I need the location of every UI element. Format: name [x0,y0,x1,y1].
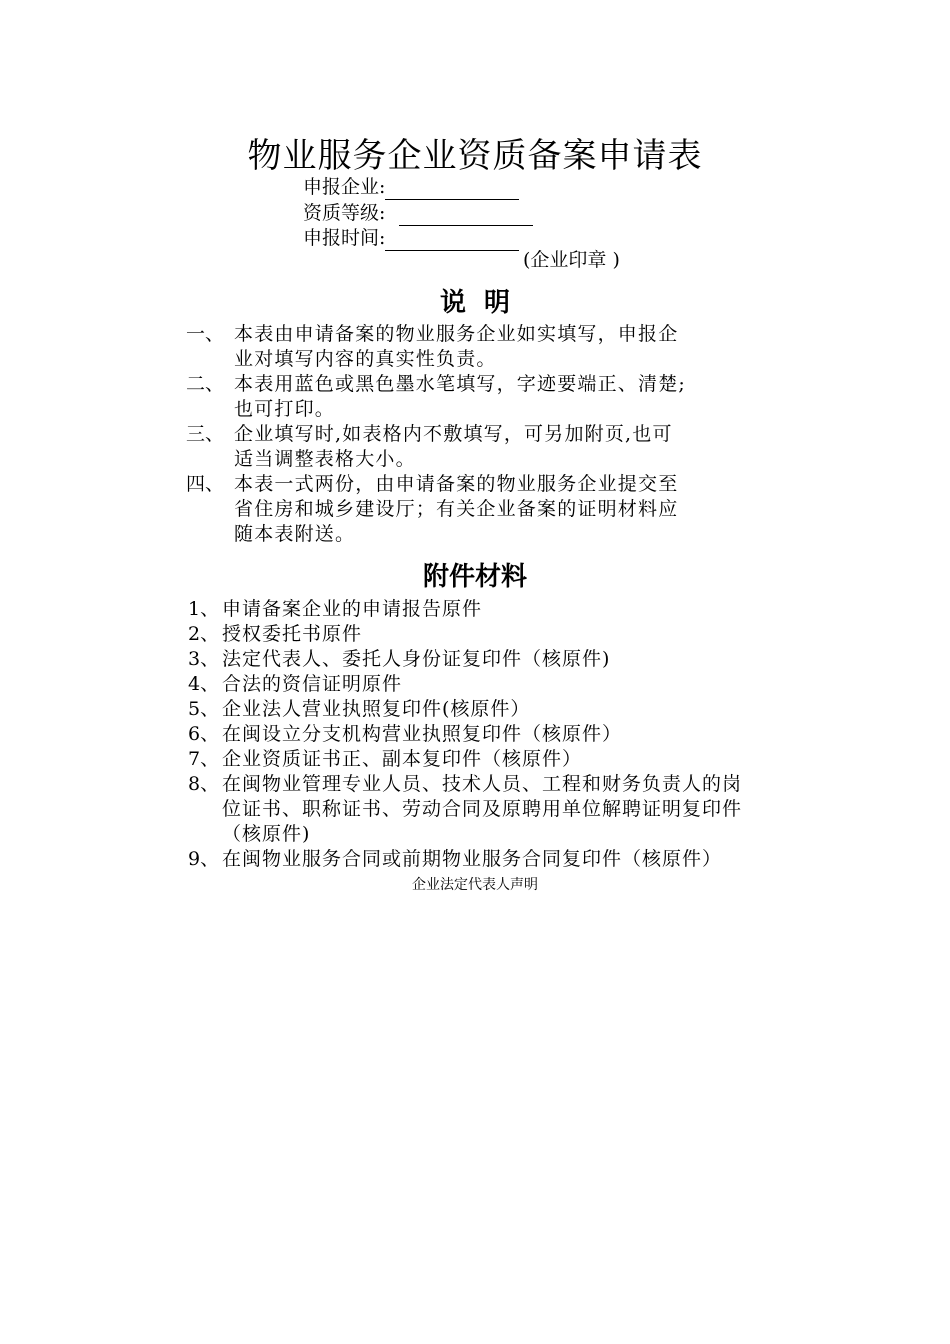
attachment-number: 2、 [188,623,220,645]
attachment-item [188,697,828,722]
attachment-number: 4、 [188,673,220,695]
instruction-line: 随本表附送。 [234,523,356,545]
attachment-item [188,772,828,847]
instruction-line: 本表一式两份，由申请备案的物业服务企业提交至 [234,473,679,495]
attachment-line: 企业资质证书正、副本复印件（核原件） [222,748,583,770]
instruction-item [186,422,746,472]
grade-label: 资质等级: [303,202,386,224]
attachment-line: （核原件) [222,823,311,845]
date-blank[interactable] [385,228,519,251]
attachment-number: 3、 [188,648,220,670]
instruction-item [186,472,746,547]
attachment-item [188,747,828,772]
attachment-number: 1、 [188,598,220,620]
attachment-number: 9、 [188,848,220,870]
attachment-item [188,672,828,697]
instructions-list [186,322,746,547]
attachment-item [188,597,828,622]
attachment-line: 授权委托书原件 [222,623,363,645]
instruction-line: 省住房和城乡建设厅；有关企业备案的证明材料应 [234,498,679,520]
instruction-number: 二、 [186,373,225,395]
form-title: 物业服务企业资质备案申请表 [247,136,703,176]
attachment-number: 8、 [188,773,220,795]
attachment-line: 位证书、职称证书、劳动合同及原聘用单位解聘证明复印件 [222,798,743,820]
instructions-heading-text: 说 明 [439,288,511,318]
instructions-heading [0,282,950,319]
attachment-item [188,647,828,672]
date-label: 申报时间: [303,227,386,249]
attachment-item [188,622,828,647]
instruction-line: 企业填写时,如表格内不敷填写，可另加附页,也可 [234,423,673,445]
instruction-number: 一、 [186,323,225,345]
instruction-number: 三、 [186,423,225,445]
grade-blank[interactable] [399,203,533,226]
attachment-number: 7、 [188,748,220,770]
instruction-line: 适当调整表格大小。 [234,448,416,470]
instruction-line: 也可打印。 [234,398,336,420]
instruction-line: 本表用蓝色或黑色墨水笔填写，字迹要端正、清楚; [234,373,687,395]
attachments-heading: 附件材料 [422,562,527,592]
attachment-number: 6、 [188,723,220,745]
attachment-item [188,847,828,872]
attachment-line: 企业法人营业执照复印件(核原件） [222,698,531,720]
company-field [303,174,519,200]
instruction-line: 本表由申请备案的物业服务企业如实填写，申报企 [234,323,679,345]
attachment-item [188,722,828,747]
attachment-line: 申请备案企业的申请报告原件 [222,598,483,620]
instruction-item [186,322,746,372]
company-seal-note: (企业印章 ) [523,249,620,271]
company-label: 申报企业: [303,176,386,198]
attachment-line: 在闽物业服务合同或前期物业服务合同复印件（核原件） [222,848,723,870]
declaration-heading: 企业法定代表人声明 [412,877,538,893]
instruction-line: 业对填写内容的真实性负责。 [234,348,497,370]
attachment-line: 在闽设立分支机构营业执照复印件（核原件） [222,723,623,745]
attachment-number: 5、 [188,698,220,720]
instruction-number: 四、 [186,473,225,495]
attachments-list [188,597,828,872]
attachment-line: 法定代表人、委托人身份证复印件（核原件) [222,648,611,670]
date-field [303,225,519,251]
instruction-item [186,372,746,422]
company-blank[interactable] [385,177,519,200]
attachment-line: 在闽物业管理专业人员、技术人员、工程和财务负责人的岗 [222,773,743,795]
attachment-line: 合法的资信证明原件 [222,673,403,695]
grade-field [303,200,533,226]
